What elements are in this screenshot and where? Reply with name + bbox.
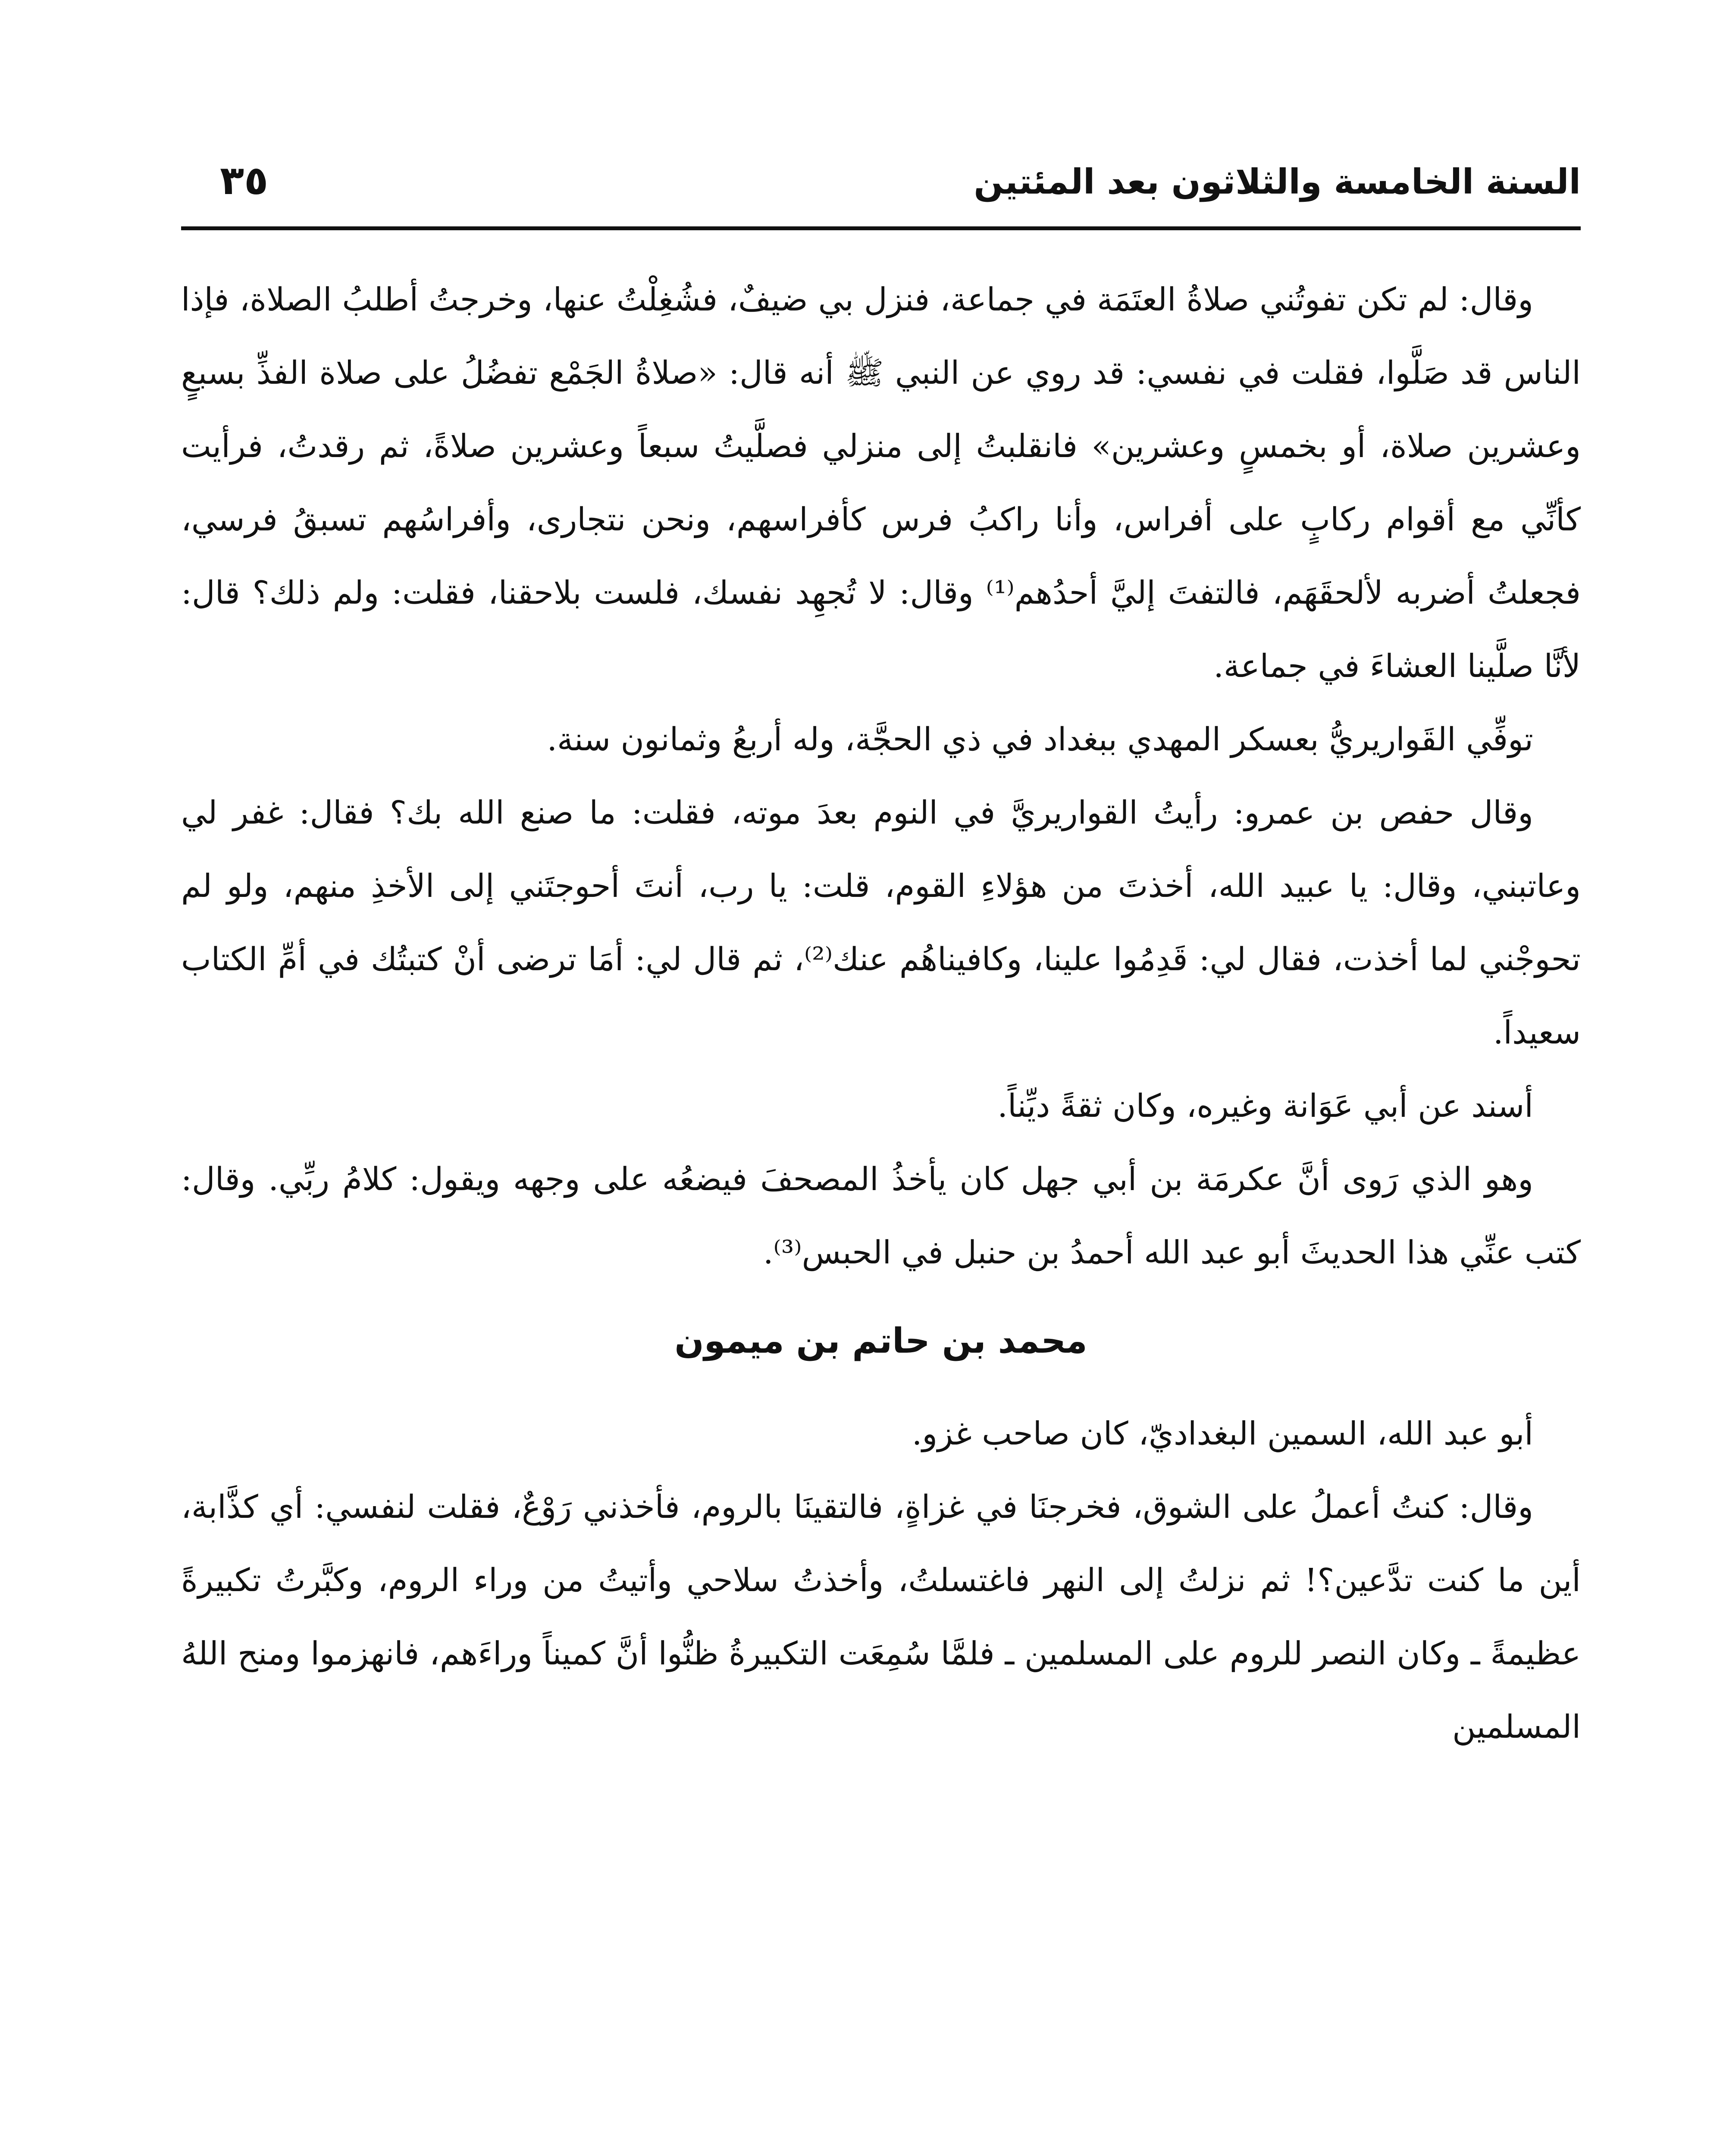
page-number: ٣٥	[220, 157, 269, 204]
paragraph: وقال: كنتُ أعملُ على الشوق، فخرجنَا في غزاةٍ، فالتقينَا بالروم، فأخذني رَوْعٌ، فقلت لنفسي: أي كذَّابة، أين ما كنت تدَّعين؟! ثم نزلتُ إلى النهر فاغتسلتُ، وأخذتُ سلاحي وأتيتُ من وراء الروم، وكبَّرتُ تكبيرةً عظيمةً ـ وكان النصر للروم على المسلمين ـ فلمَّا سُمِعَت التكبيرةُ ظنُّوا أنَّ كميناً وراءَهم، فانهزموا ومنح اللهُ المسلمين	[181, 1489, 1581, 1745]
main-text	[181, 263, 1581, 1764]
page-header	[181, 153, 1581, 230]
running-title: السنة الخامسة والثلاثون بعد المئتين	[974, 162, 1581, 202]
paragraph: وقال حفص بن عمرو: رأيتُ القواريريَّ في النوم بعدَ موته، فقلت: ما صنع الله بك؟ فقال: غفر لي وعاتبني، وقال: يا عبيد الله، أخذتَ من هؤلاءِ القوم، قلت: يا رب، أنتَ أحوجتَني إلى الأخذِ منهم، ولو لم تحوجْني لما أخذت، فقال لي: قَدِمُوا علينا، وكافيناهُم عنك⁽²⁾، ثم قال لي: أمَا ترضى أنْ كتبتُك في أمِّ الكتاب سعيداً.	[181, 794, 1581, 1051]
paragraph: وقال: لم تكن تفوتُني صلاةُ العتَمَة في جماعة، فنزل بي ضيفٌ، فشُغِلْتُ عنها، وخرجتُ أطلبُ الصلاة، فإذا الناس قد صَلَّوا، فقلت في نفسي: قد روي عن النبي ﷺ أنه قال: «صلاةُ الجَمْع تفضُلُ على صلاة الفذِّ بسبعٍ وعشرين صلاة، أو بخمسٍ وعشرين» فانقلبتُ إلى منزلي فصلَّيتُ سبعاً وعشرين صلاةً، ثم رقدتُ، فرأيت كأنِّي مع أقوام ركابٍ على أفراس، وأنا راكبُ فرس كأفراسهم، ونحن نتجارى، وأفراسُهم تسبقُ فرسي، فجعلتُ أضربه لألحقَهَم، فالتفتَ إليَّ أحدُهم⁽¹⁾ وقال: لا تُجهِد نفسك، فلست بلاحقنا، فقلت: ولم ذلك؟ قال: لأنَّا صلَّينا العشاءَ في جماعة.	[181, 281, 1581, 685]
paragraph: وهو الذي رَوى أنَّ عكرمَة بن أبي جهل كان يأخذُ المصحفَ فيضعُه على وجهه ويقول: كلامُ ربِّي. وقال: كتب عنِّي هذا الحديثَ أبو عبد الله أحمدُ بن حنبل في الحبس⁽³⁾.	[181, 1161, 1581, 1271]
section-heading: محمد بن حاتم بن ميمون	[674, 1321, 1087, 1361]
paragraph: توفِّي القَواريريُّ بعسكر المهدي ببغداد في ذي الحجَّة، وله أربعُ وثمانون سنة.	[547, 721, 1533, 758]
paragraph: أبو عبد الله، السمين البغداديّ، كان صاحب غزو.	[912, 1415, 1533, 1452]
paragraph: أسند عن أبي عَوَانة وغيره، وكان ثقةً ديِّناً.	[997, 1087, 1533, 1125]
